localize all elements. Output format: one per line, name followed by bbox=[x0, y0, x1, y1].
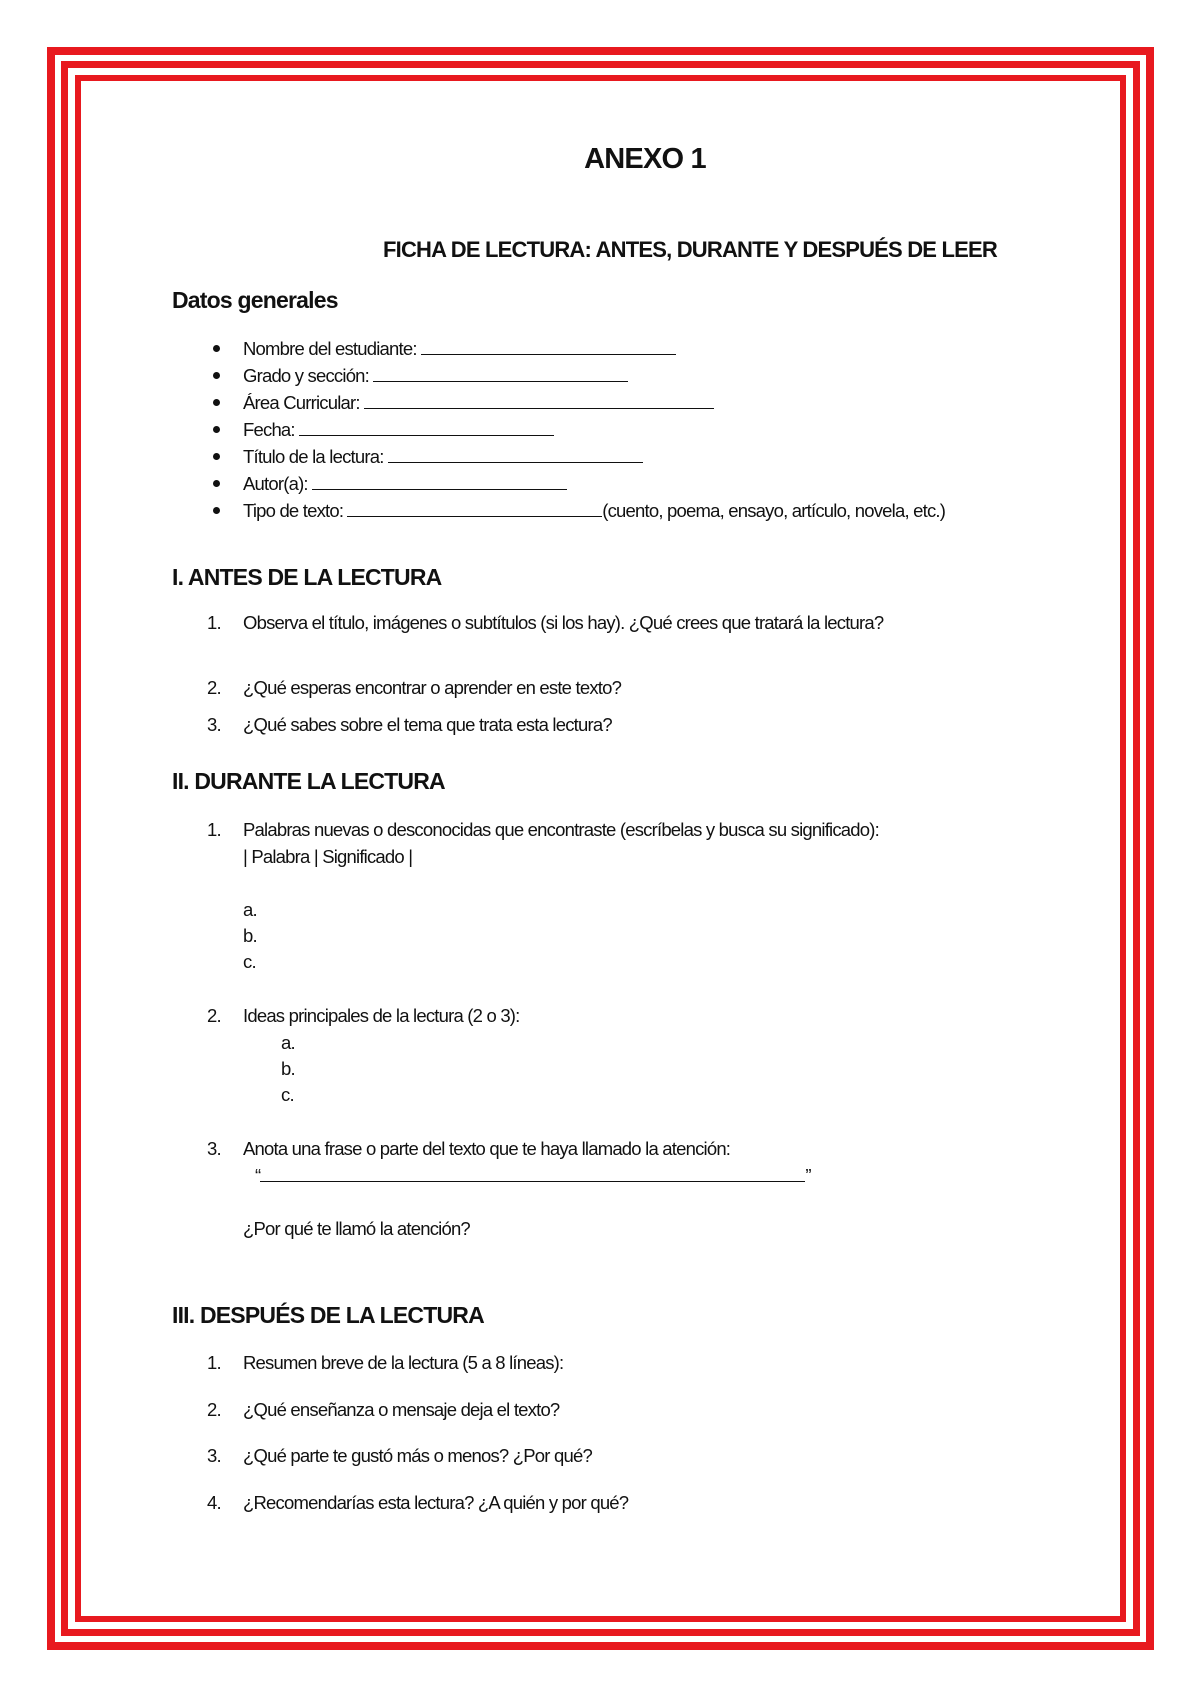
field-blank-date[interactable] bbox=[299, 417, 554, 436]
section-heading-during: II. DURANTE LA LECTURA bbox=[172, 768, 445, 794]
text-type-examples: (cuento, poema, ensayo, artículo, novela, etc.) bbox=[602, 500, 946, 521]
general-data-heading: Datos generales bbox=[172, 287, 338, 313]
field-label-grade: Grado y sección: bbox=[243, 365, 370, 386]
bullet-icon bbox=[213, 507, 220, 514]
field-blank-reading-title[interactable] bbox=[388, 444, 643, 463]
field-label-reading-title: Título de la lectura: bbox=[243, 446, 384, 467]
quote-blank[interactable] bbox=[260, 1163, 805, 1182]
list-item bbox=[243, 363, 628, 387]
section-heading-after: III. DESPUÉS DE LA LECTURA bbox=[172, 1302, 484, 1328]
list-item-letter: c. bbox=[281, 1084, 294, 1105]
list-item bbox=[243, 390, 714, 414]
question-number: 1. bbox=[207, 819, 221, 840]
after-question-2: ¿Qué enseñanza o mensaje deja el texto? bbox=[243, 1399, 560, 1420]
question-number: 1. bbox=[207, 612, 221, 633]
during-question-3: Anota una frase o parte del texto que te haya llamado la atención: bbox=[243, 1138, 731, 1159]
list-item-letter: c. bbox=[243, 951, 256, 972]
open-quote: “ bbox=[255, 1165, 261, 1186]
section-heading-before: I. ANTES DE LA LECTURA bbox=[172, 564, 442, 590]
field-blank-student-name[interactable] bbox=[421, 336, 676, 355]
bullet-icon bbox=[213, 345, 220, 352]
field-label-text-type: Tipo de texto: bbox=[243, 500, 344, 521]
bullet-icon bbox=[213, 372, 220, 379]
bullet-icon bbox=[213, 426, 220, 433]
field-label-date: Fecha: bbox=[243, 419, 295, 440]
list-item bbox=[243, 336, 676, 360]
field-blank-text-type[interactable] bbox=[347, 498, 602, 517]
list-item bbox=[243, 417, 554, 441]
question-number: 1. bbox=[207, 1352, 221, 1373]
close-quote: ” bbox=[805, 1165, 811, 1186]
word-meaning-table-header: | Palabra | Significado | bbox=[243, 846, 413, 867]
during-question-2: Ideas principales de la lectura (2 o 3): bbox=[243, 1005, 520, 1026]
question-number: 2. bbox=[207, 677, 221, 698]
annex-title: ANEXO 1 bbox=[584, 143, 706, 175]
bullet-icon bbox=[213, 399, 220, 406]
field-label-author: Autor(a): bbox=[243, 473, 308, 494]
list-item-letter: b. bbox=[281, 1058, 295, 1079]
question-number: 4. bbox=[207, 1492, 221, 1513]
question-number: 2. bbox=[207, 1399, 221, 1420]
before-question-2: ¿Qué esperas encontrar o aprender en este texto? bbox=[243, 677, 622, 698]
before-question-3: ¿Qué sabes sobre el tema que trata esta lectura? bbox=[243, 714, 612, 735]
during-question-1: Palabras nuevas o desconocidas que encontraste (escríbelas y busca su significado): bbox=[243, 819, 879, 840]
list-item-letter: b. bbox=[243, 925, 257, 946]
list-item-letter: a. bbox=[243, 899, 257, 920]
question-number: 3. bbox=[207, 714, 221, 735]
bullet-icon bbox=[213, 480, 220, 487]
question-number: 3. bbox=[207, 1138, 221, 1159]
list-item bbox=[243, 498, 945, 522]
during-question-3-followup: ¿Por qué te llamó la atención? bbox=[243, 1218, 470, 1239]
question-number: 2. bbox=[207, 1005, 221, 1026]
form-title: FICHA DE LECTURA: ANTES, DURANTE Y DESPUÉS DE LEER bbox=[383, 237, 997, 262]
list-item-letter: a. bbox=[281, 1032, 295, 1053]
field-blank-area[interactable] bbox=[364, 390, 714, 409]
field-label-area: Área Curricular: bbox=[243, 392, 360, 413]
field-label-student-name: Nombre del estudiante: bbox=[243, 338, 417, 359]
before-question-1: Observa el título, imágenes o subtítulos (si los hay). ¿Qué crees que tratará la lectura? bbox=[243, 612, 884, 633]
list-item bbox=[243, 444, 643, 468]
field-blank-author[interactable] bbox=[312, 471, 567, 490]
question-number: 3. bbox=[207, 1445, 221, 1466]
list-item bbox=[243, 471, 567, 495]
bullet-icon bbox=[213, 453, 220, 460]
after-question-4: ¿Recomendarías esta lectura? ¿A quién y por qué? bbox=[243, 1492, 629, 1513]
after-question-1: Resumen breve de la lectura (5 a 8 líneas): bbox=[243, 1352, 564, 1373]
field-blank-grade[interactable] bbox=[373, 363, 628, 382]
quote-line bbox=[255, 1163, 811, 1187]
after-question-3: ¿Qué parte te gustó más o menos? ¿Por qué? bbox=[243, 1445, 592, 1466]
